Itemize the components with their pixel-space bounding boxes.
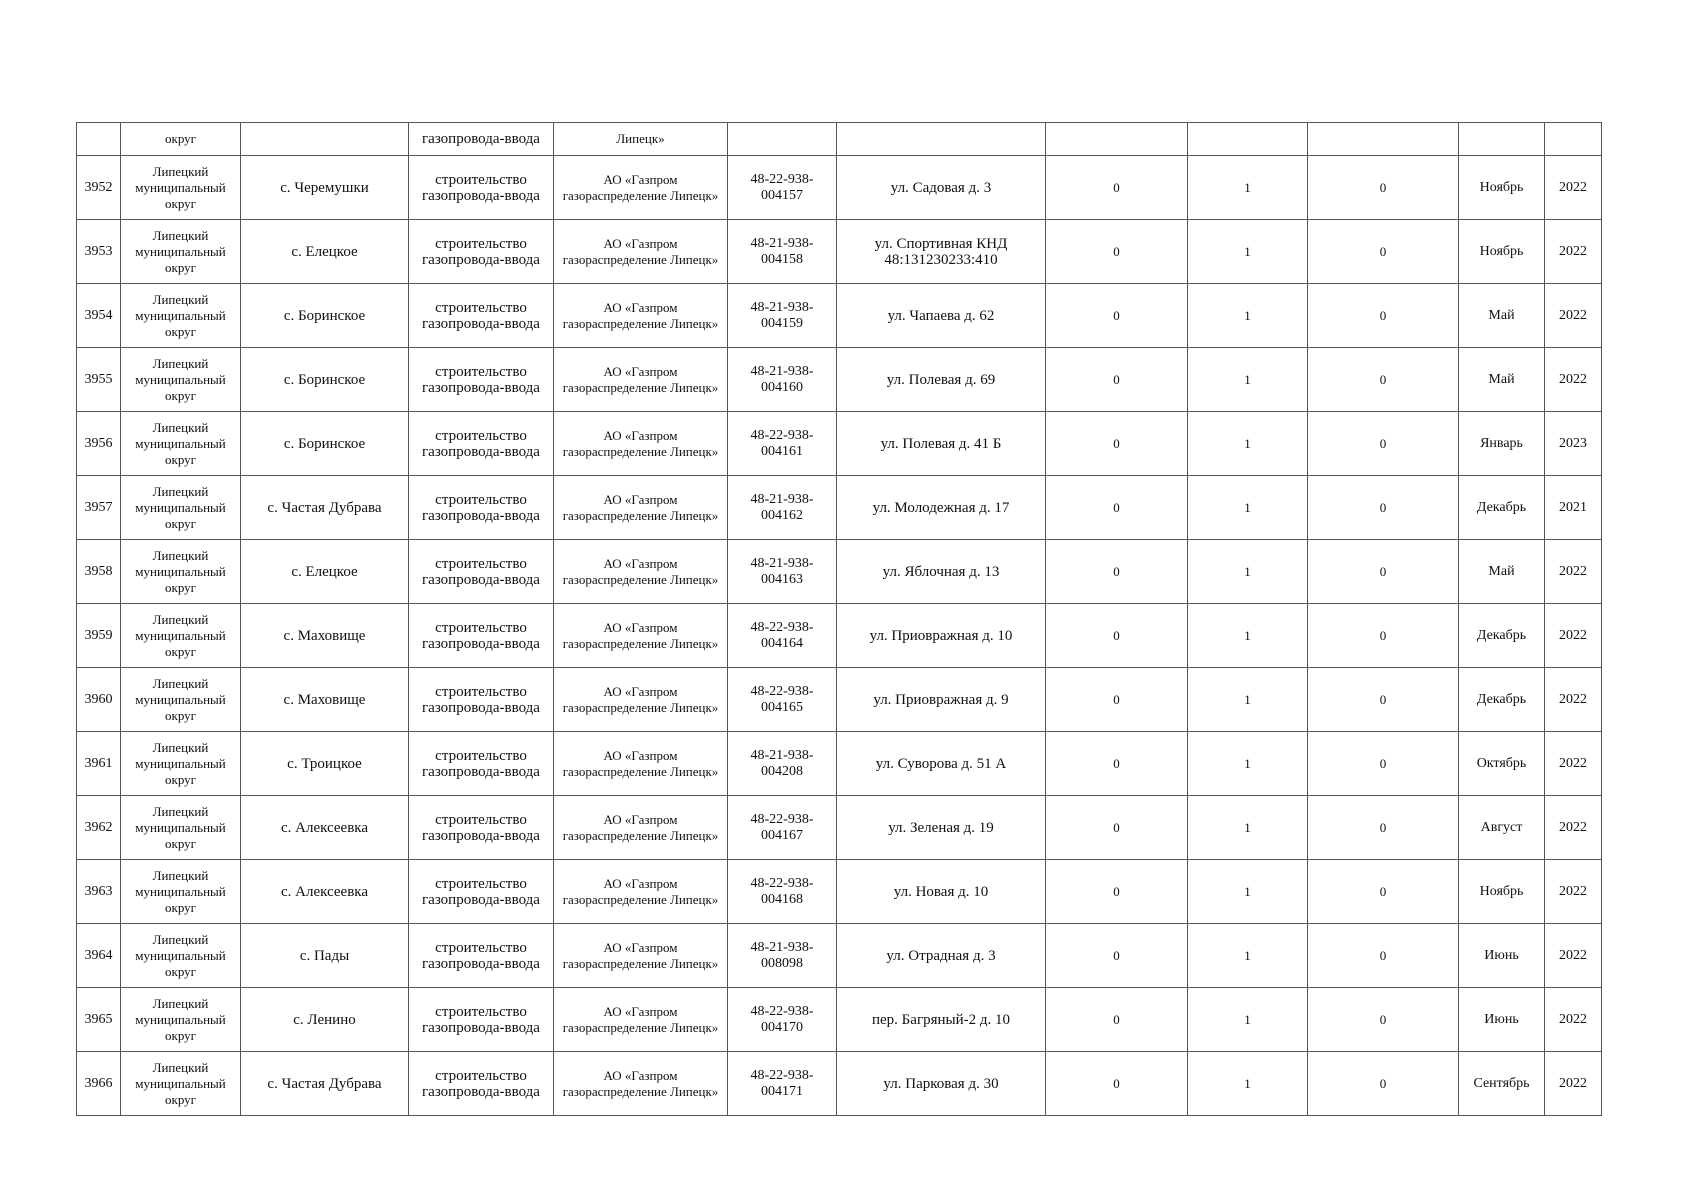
cell-code: 48-21-938-004163	[728, 540, 837, 604]
cell-value-1: 0	[1046, 860, 1188, 924]
cell-value-1: 0	[1046, 540, 1188, 604]
cell-value-3: 0	[1308, 796, 1459, 860]
cell-organization: АО «Газпром газораспределение Липецк»	[554, 668, 728, 732]
cell-municipality: Липецкий муниципальный округ	[121, 284, 241, 348]
cell-code: 48-22-938-004164	[728, 604, 837, 668]
cell-address: ул. Яблочная д. 13	[837, 540, 1046, 604]
cell-settlement: с. Черемушки	[241, 156, 409, 220]
cell-work-type: строительство газопровода-ввода	[409, 156, 554, 220]
cell-value-3: 0	[1308, 924, 1459, 988]
cell-settlement: с. Боринское	[241, 348, 409, 412]
cell-year	[1545, 123, 1602, 156]
cell-value-1: 0	[1046, 284, 1188, 348]
cell-organization: АО «Газпром газораспределение Липецк»	[554, 988, 728, 1052]
cell-value-2: 1	[1188, 1052, 1308, 1116]
cell-number: 3963	[77, 860, 121, 924]
cell-code: 48-21-938-004158	[728, 220, 837, 284]
cell-settlement: с. Маховище	[241, 668, 409, 732]
cell-number	[77, 123, 121, 156]
cell-address: ул. Отрадная д. 3	[837, 924, 1046, 988]
cell-value-3: 0	[1308, 540, 1459, 604]
cell-address: ул. Садовая д. 3	[837, 156, 1046, 220]
cell-municipality: Липецкий муниципальный округ	[121, 1052, 241, 1116]
cell-work-type: строительство газопровода-ввода	[409, 924, 554, 988]
cell-value-3: 0	[1308, 732, 1459, 796]
cell-value-3: 0	[1308, 988, 1459, 1052]
cell-month: Июнь	[1459, 924, 1545, 988]
cell-value-1	[1046, 123, 1188, 156]
cell-month: Январь	[1459, 412, 1545, 476]
cell-number: 3962	[77, 796, 121, 860]
cell-organization: АО «Газпром газораспределение Липецк»	[554, 604, 728, 668]
cell-address: ул. Суворова д. 51 А	[837, 732, 1046, 796]
cell-month: Ноябрь	[1459, 860, 1545, 924]
cell-organization: АО «Газпром газораспределение Липецк»	[554, 540, 728, 604]
cell-settlement: с. Елецкое	[241, 220, 409, 284]
cell-value-2: 1	[1188, 732, 1308, 796]
cell-settlement: с. Пады	[241, 924, 409, 988]
cell-month: Май	[1459, 284, 1545, 348]
cell-year: 2021	[1545, 476, 1602, 540]
cell-municipality: Липецкий муниципальный округ	[121, 156, 241, 220]
cell-municipality: Липецкий муниципальный округ	[121, 732, 241, 796]
cell-year: 2022	[1545, 284, 1602, 348]
cell-code: 48-21-938-008098	[728, 924, 837, 988]
cell-value-3: 0	[1308, 156, 1459, 220]
cell-year: 2022	[1545, 988, 1602, 1052]
cell-work-type: строительство газопровода-ввода	[409, 604, 554, 668]
cell-number: 3961	[77, 732, 121, 796]
cell-settlement: с. Боринское	[241, 284, 409, 348]
cell-value-2: 1	[1188, 412, 1308, 476]
cell-organization: АО «Газпром газораспределение Липецк»	[554, 412, 728, 476]
cell-value-2: 1	[1188, 220, 1308, 284]
cell-code: 48-22-938-004157	[728, 156, 837, 220]
cell-work-type: строительство газопровода-ввода	[409, 988, 554, 1052]
cell-organization: АО «Газпром газораспределение Липецк»	[554, 796, 728, 860]
table-row	[77, 220, 1602, 284]
cell-organization: АО «Газпром газораспределение Липецк»	[554, 860, 728, 924]
cell-address: ул. Спортивная КНД 48:131230233:410	[837, 220, 1046, 284]
cell-year: 2022	[1545, 156, 1602, 220]
cell-address: ул. Полевая д. 69	[837, 348, 1046, 412]
cell-work-type: строительство газопровода-ввода	[409, 412, 554, 476]
cell-municipality: Липецкий муниципальный округ	[121, 604, 241, 668]
cell-work-type: строительство газопровода-ввода	[409, 476, 554, 540]
cell-address: ул. Приовражная д. 10	[837, 604, 1046, 668]
cell-month: Август	[1459, 796, 1545, 860]
cell-organization: АО «Газпром газораспределение Липецк»	[554, 284, 728, 348]
cell-address: ул. Полевая д. 41 Б	[837, 412, 1046, 476]
cell-month: Декабрь	[1459, 476, 1545, 540]
cell-value-3: 0	[1308, 220, 1459, 284]
cell-value-2: 1	[1188, 668, 1308, 732]
cell-organization: АО «Газпром газораспределение Липецк»	[554, 348, 728, 412]
cell-value-1: 0	[1046, 668, 1188, 732]
cell-value-3: 0	[1308, 412, 1459, 476]
table-row	[77, 732, 1602, 796]
cell-code: 48-21-938-004208	[728, 732, 837, 796]
cell-value-1: 0	[1046, 156, 1188, 220]
cell-month: Июнь	[1459, 988, 1545, 1052]
cell-month: Октябрь	[1459, 732, 1545, 796]
cell-value-2: 1	[1188, 156, 1308, 220]
table-row	[77, 860, 1602, 924]
cell-month: Май	[1459, 540, 1545, 604]
cell-work-type: строительство газопровода-ввода	[409, 348, 554, 412]
cell-settlement: с. Маховище	[241, 604, 409, 668]
table-row	[77, 476, 1602, 540]
cell-work-type: строительство газопровода-ввода	[409, 732, 554, 796]
cell-code: 48-22-938-004167	[728, 796, 837, 860]
cell-month: Ноябрь	[1459, 220, 1545, 284]
cell-value-2: 1	[1188, 924, 1308, 988]
cell-value-1: 0	[1046, 796, 1188, 860]
cell-municipality: Липецкий муниципальный округ	[121, 988, 241, 1052]
cell-code: 48-22-938-004161	[728, 412, 837, 476]
cell-settlement: с. Ленино	[241, 988, 409, 1052]
cell-municipality: Липецкий муниципальный округ	[121, 668, 241, 732]
cell-municipality: Липецкий муниципальный округ	[121, 220, 241, 284]
cell-month: Май	[1459, 348, 1545, 412]
cell-work-type: строительство газопровода-ввода	[409, 860, 554, 924]
cell-number: 3960	[77, 668, 121, 732]
cell-code: 48-22-938-004170	[728, 988, 837, 1052]
cell-value-1: 0	[1046, 732, 1188, 796]
cell-code: 48-21-938-004159	[728, 284, 837, 348]
cell-code: 48-21-938-004160	[728, 348, 837, 412]
cell-year: 2022	[1545, 924, 1602, 988]
cell-settlement: с. Частая Дубрава	[241, 1052, 409, 1116]
cell-number: 3964	[77, 924, 121, 988]
cell-address: пер. Багряный-2 д. 10	[837, 988, 1046, 1052]
cell-number: 3954	[77, 284, 121, 348]
cell-value-3: 0	[1308, 604, 1459, 668]
cell-address: ул. Зеленая д. 19	[837, 796, 1046, 860]
cell-work-type: строительство газопровода-ввода	[409, 796, 554, 860]
cell-work-type: газопровода-ввода	[409, 123, 554, 156]
cell-month: Декабрь	[1459, 604, 1545, 668]
cell-year: 2022	[1545, 604, 1602, 668]
cell-settlement: с. Алексеевка	[241, 860, 409, 924]
cell-value-1: 0	[1046, 924, 1188, 988]
cell-year: 2022	[1545, 1052, 1602, 1116]
cell-value-1: 0	[1046, 348, 1188, 412]
cell-value-3	[1308, 123, 1459, 156]
cell-value-2: 1	[1188, 540, 1308, 604]
cell-address: ул. Новая д. 10	[837, 860, 1046, 924]
cell-year: 2022	[1545, 348, 1602, 412]
cell-work-type: строительство газопровода-ввода	[409, 540, 554, 604]
cell-address: ул. Приовражная д. 9	[837, 668, 1046, 732]
table-row	[77, 1052, 1602, 1116]
cell-settlement: с. Алексеевка	[241, 796, 409, 860]
cell-organization: АО «Газпром газораспределение Липецк»	[554, 476, 728, 540]
cell-address: ул. Молодежная д. 17	[837, 476, 1046, 540]
cell-number: 3958	[77, 540, 121, 604]
cell-value-3: 0	[1308, 348, 1459, 412]
cell-settlement: с. Троицкое	[241, 732, 409, 796]
cell-value-3: 0	[1308, 860, 1459, 924]
cell-year: 2022	[1545, 796, 1602, 860]
cell-organization: Липецк»	[554, 123, 728, 156]
cell-value-3: 0	[1308, 668, 1459, 732]
cell-organization: АО «Газпром газораспределение Липецк»	[554, 732, 728, 796]
cell-code: 48-21-938-004162	[728, 476, 837, 540]
cell-value-2: 1	[1188, 348, 1308, 412]
cell-organization: АО «Газпром газораспределение Липецк»	[554, 924, 728, 988]
cell-month	[1459, 123, 1545, 156]
cell-month: Ноябрь	[1459, 156, 1545, 220]
table-body	[77, 123, 1602, 1116]
cell-year: 2022	[1545, 220, 1602, 284]
cell-number: 3965	[77, 988, 121, 1052]
cell-settlement	[241, 123, 409, 156]
cell-number: 3952	[77, 156, 121, 220]
cell-address	[837, 123, 1046, 156]
cell-municipality: Липецкий муниципальный округ	[121, 924, 241, 988]
gasification-table	[76, 122, 1602, 1116]
cell-municipality: Липецкий муниципальный округ	[121, 412, 241, 476]
cell-number: 3956	[77, 412, 121, 476]
cell-municipality: округ	[121, 123, 241, 156]
cell-municipality: Липецкий муниципальный округ	[121, 348, 241, 412]
cell-value-1: 0	[1046, 988, 1188, 1052]
cell-value-2: 1	[1188, 796, 1308, 860]
table-row	[77, 604, 1602, 668]
table-row	[77, 348, 1602, 412]
cell-value-1: 0	[1046, 476, 1188, 540]
table-row	[77, 668, 1602, 732]
continuation-row	[77, 123, 1602, 156]
cell-code: 48-22-938-004171	[728, 1052, 837, 1116]
cell-municipality: Липецкий муниципальный округ	[121, 476, 241, 540]
cell-organization: АО «Газпром газораспределение Липецк»	[554, 156, 728, 220]
cell-month: Декабрь	[1459, 668, 1545, 732]
cell-value-3: 0	[1308, 1052, 1459, 1116]
cell-value-1: 0	[1046, 220, 1188, 284]
cell-address: ул. Парковая д. 30	[837, 1052, 1046, 1116]
cell-value-3: 0	[1308, 284, 1459, 348]
cell-work-type: строительство газопровода-ввода	[409, 284, 554, 348]
cell-municipality: Липецкий муниципальный округ	[121, 860, 241, 924]
cell-code: 48-22-938-004168	[728, 860, 837, 924]
cell-number: 3953	[77, 220, 121, 284]
cell-month: Сентябрь	[1459, 1052, 1545, 1116]
cell-value-2: 1	[1188, 988, 1308, 1052]
cell-settlement: с. Частая Дубрава	[241, 476, 409, 540]
cell-number: 3966	[77, 1052, 121, 1116]
cell-settlement: с. Елецкое	[241, 540, 409, 604]
cell-organization: АО «Газпром газораспределение Липецк»	[554, 1052, 728, 1116]
cell-municipality: Липецкий муниципальный округ	[121, 796, 241, 860]
cell-value-2: 1	[1188, 604, 1308, 668]
cell-value-1: 0	[1046, 412, 1188, 476]
cell-value-1: 0	[1046, 1052, 1188, 1116]
cell-number: 3955	[77, 348, 121, 412]
cell-settlement: с. Боринское	[241, 412, 409, 476]
table-row	[77, 988, 1602, 1052]
table-row	[77, 412, 1602, 476]
table-row	[77, 284, 1602, 348]
cell-work-type: строительство газопровода-ввода	[409, 220, 554, 284]
table-row	[77, 924, 1602, 988]
cell-year: 2022	[1545, 860, 1602, 924]
cell-organization: АО «Газпром газораспределение Липецк»	[554, 220, 728, 284]
cell-value-2: 1	[1188, 476, 1308, 540]
cell-value-1: 0	[1046, 604, 1188, 668]
cell-value-2: 1	[1188, 284, 1308, 348]
cell-value-2: 1	[1188, 860, 1308, 924]
cell-address: ул. Чапаева д. 62	[837, 284, 1046, 348]
cell-number: 3957	[77, 476, 121, 540]
cell-year: 2022	[1545, 540, 1602, 604]
table-row	[77, 156, 1602, 220]
cell-value-2	[1188, 123, 1308, 156]
cell-year: 2023	[1545, 412, 1602, 476]
cell-year: 2022	[1545, 732, 1602, 796]
cell-municipality: Липецкий муниципальный округ	[121, 540, 241, 604]
cell-work-type: строительство газопровода-ввода	[409, 1052, 554, 1116]
table-row	[77, 796, 1602, 860]
cell-year: 2022	[1545, 668, 1602, 732]
cell-value-3: 0	[1308, 476, 1459, 540]
table-row	[77, 540, 1602, 604]
cell-code	[728, 123, 837, 156]
cell-code: 48-22-938-004165	[728, 668, 837, 732]
cell-work-type: строительство газопровода-ввода	[409, 668, 554, 732]
cell-number: 3959	[77, 604, 121, 668]
